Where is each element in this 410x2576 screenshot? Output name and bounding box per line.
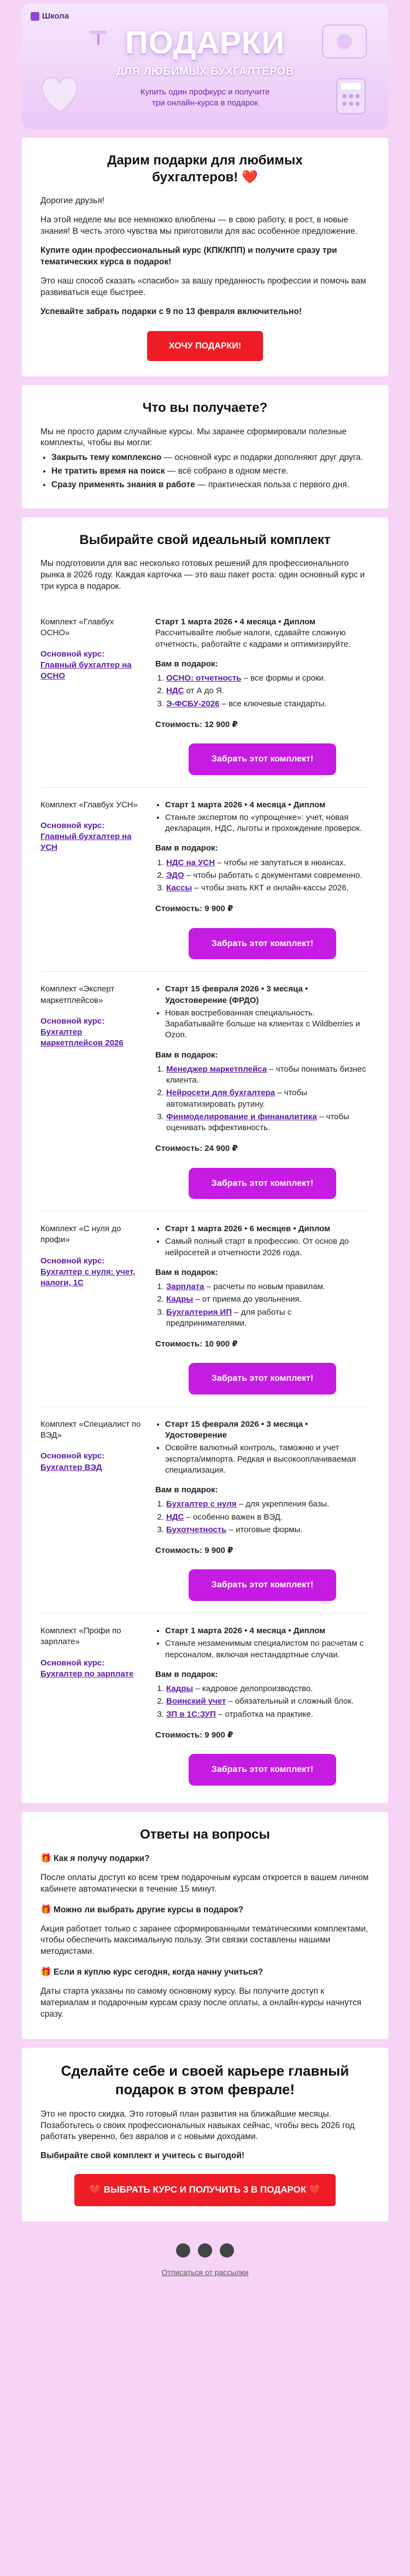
- intro-paragraph-2: Купите один профессиональный курс (КПК/КПП) и получите сразу три тематических курса в подарок!: [40, 246, 337, 267]
- faq-card: [22, 1812, 388, 2039]
- program-info: [40, 1626, 155, 1786]
- program-details: [155, 984, 370, 1199]
- program-info: [40, 617, 155, 775]
- gift-course-link[interactable]: Кадры: [166, 1295, 194, 1304]
- gift-icon: 🎁: [40, 1968, 51, 1977]
- gift-course-list: [166, 1281, 370, 1329]
- program-name: Комплект «Главбух ОСНО»: [40, 617, 114, 638]
- gift-course-list: [166, 858, 370, 894]
- gifts-label: Вам в подарок:: [155, 843, 218, 853]
- program-facts: [165, 984, 370, 1041]
- main-course-link[interactable]: Главный бухгалтер на ОСНО: [40, 660, 132, 681]
- faq-answer: Акция работает только с заранее сформированными тематическими комплектами, чтобы обеспечить максимальную пользу. Эти связки составлены нашими методистами.: [40, 1924, 368, 1957]
- gift-course-link[interactable]: НДС: [166, 686, 184, 696]
- social-links: [22, 2243, 388, 2258]
- program-info: [40, 1224, 155, 1395]
- gifts-label: Вам в подарок:: [155, 659, 218, 669]
- choose-course-button[interactable]: ❤️ ВЫБРАТЬ КУРС И ПОЛУЧИТЬ 3 В ПОДАРОК ❤️: [74, 2174, 336, 2206]
- gift-icon: 🎁: [40, 1905, 51, 1915]
- main-course-label: Основной курс:: [40, 1016, 105, 1026]
- brand-logo[interactable]: [31, 11, 69, 22]
- gift-course-list: [166, 1064, 370, 1134]
- program-start: • Старт 15 февраля 2026 • 3 месяца • Удостоверение: [165, 1419, 370, 1441]
- program-row: [40, 605, 370, 787]
- gift-course-link[interactable]: Нейросети для бухгалтера: [166, 1088, 275, 1098]
- program-start: • Старт 1 марта 2026 • 4 месяца • Диплом: [165, 1626, 370, 1636]
- program-start: • Старт 15 февраля 2026 • 3 месяца • Удостоверение (ФРДО): [165, 984, 370, 1006]
- main-course-label: Основной курс:: [40, 1256, 105, 1266]
- program-name: Комплект «Эксперт маркетплейсов»: [40, 984, 115, 1005]
- gift-course-link[interactable]: Менеджер маркетплейса: [166, 1064, 267, 1074]
- gift-course-item: 1. Кадры – кадровое делопроизводство.: [166, 1683, 370, 1694]
- program-name: Комплект «Специалист по ВЭД»: [40, 1419, 141, 1440]
- program-price: Стоимость: 12 900 ₽: [155, 719, 238, 729]
- gift-course-item: 2. НДС – особенно важен в ВЭД.: [166, 1512, 370, 1523]
- youtube-icon[interactable]: [198, 2243, 212, 2258]
- gift-course-item: 3. ЗП в 1С:ЗУП – отработка на практике.: [166, 1709, 370, 1720]
- program-name: Комплект «Главбух УСН»: [40, 800, 138, 810]
- kits-lead: Мы подготовили для вас несколько готовых решений для профессионального рынка в 2026 году. Каждая карточка — это ваш пакет роста: один основный курс и три курса в подарок.: [40, 559, 365, 592]
- gift-course-item: 1. Бухгалтер с нуля – для укрепления базы.: [166, 1499, 370, 1510]
- gift-course-item: 3. Бухгалтерия ИП – для работы с предпринимателями.: [166, 1307, 370, 1330]
- program-facts: [165, 800, 370, 835]
- program-info: [40, 1419, 155, 1601]
- take-kit-button[interactable]: Забрать этот комплект!: [189, 1363, 336, 1395]
- hero-tagline: Купить один профкурс и получите три онлайн-курса в подарок: [140, 87, 270, 108]
- program-details: [155, 1419, 370, 1601]
- gift-course-link[interactable]: НДС на УСН: [166, 858, 215, 867]
- gift-course-list: [166, 1683, 370, 1720]
- intro-card: [22, 138, 388, 376]
- program-row: [40, 1613, 370, 1798]
- program-description: • Самый полный старт в профессию. От основ до нейросетей и отчетности 2026 года.: [165, 1236, 370, 1259]
- gift-course-link[interactable]: ЗП в 1С:ЗУП: [166, 1709, 216, 1719]
- faq-heading: Ответы на вопросы: [140, 1827, 270, 1842]
- main-course-label: Основной курс:: [40, 820, 105, 830]
- unsubscribe-link[interactable]: Отписаться от рассылки: [161, 2268, 249, 2277]
- program-start: Старт 1 марта 2026 • 4 месяца • Диплом: [155, 617, 316, 627]
- program-row: [40, 971, 370, 1211]
- program-description: Рассчитывайте любые налоги, сдавайте сложную отчетность, работайте с кадрами и оптимизируйте.: [155, 628, 351, 649]
- gifts-label: Вам в подарок:: [155, 1050, 218, 1060]
- gift-course-link[interactable]: Зарплата: [166, 1282, 204, 1292]
- gift-course-item: 1. НДС на УСН – чтобы не запутаться в нюансах.: [166, 858, 370, 868]
- program-info: [40, 800, 155, 960]
- gift-course-item: 3. Э-ФСБУ-2026 – все ключевые стандарты.: [166, 699, 370, 710]
- gifts-label: Вам в подарок:: [155, 1485, 218, 1495]
- main-course-label: Основной курс:: [40, 649, 105, 659]
- program-price: Стоимость: 9 900 ₽: [155, 1730, 233, 1740]
- program-row: [40, 787, 370, 972]
- take-kit-button[interactable]: Забрать этот комплект!: [189, 743, 336, 775]
- program-price: Стоимость: 10 900 ₽: [155, 1339, 238, 1349]
- program-name: Комплект «Профи по зарплате»: [40, 1626, 121, 1647]
- gift-course-link[interactable]: Бухгалтер с нуля: [166, 1499, 237, 1509]
- logo-text: Школа: [42, 11, 69, 21]
- intro-paragraph-3: Это наш способ сказать «спасибо» за вашу преданность профессии и помочь вам развиваться еще быстрее.: [40, 276, 366, 297]
- take-kit-button[interactable]: Забрать этот комплект!: [189, 1168, 336, 1200]
- gift-course-item: 2. Воинский учет – обязательный и сложный блок.: [166, 1696, 370, 1707]
- final-heading: Сделайте себе и своей карьере главный подарок в этом феврале!: [61, 2062, 349, 2098]
- gift-course-link[interactable]: Кадры: [166, 1684, 194, 1694]
- gift-course-item: 3. Бухотчетность – итоговые формы.: [166, 1525, 370, 1535]
- final-paragraph-2: Выбирайте свой комплект и учитесь с выгодой!: [40, 2151, 245, 2161]
- gift-course-link[interactable]: Бухгалтерия ИП: [166, 1307, 232, 1317]
- faq-question: 🎁 Можно ли выбрать другие курсы в подарок?: [40, 1905, 244, 1915]
- programs-list: [40, 605, 370, 1798]
- intro-paragraph-4: Успевайте забрать подарки с 9 по 13 февраля включительно!: [40, 306, 302, 316]
- program-info: [40, 984, 155, 1199]
- program-description: • Станьте экспертом по «упрощенке»: учет, новая декларация, НДС, льготы и прохождение проверок.: [165, 812, 370, 835]
- program-details: [155, 617, 370, 775]
- vk-icon[interactable]: [176, 2243, 190, 2258]
- faq-answer: После оплаты доступ ко всем трем подарочным курсам откроется в вашем личном кабинете автоматически в течение 15 минут.: [40, 1872, 369, 1894]
- main-course-link[interactable]: Бухгалтер по зарплате: [40, 1669, 134, 1679]
- program-row: [40, 1407, 370, 1613]
- faq-question: 🎁 Если я куплю курс сегодня, когда начну учиться?: [40, 1968, 263, 1977]
- main-course-link[interactable]: Бухгалтер маркетплейсов 2026: [40, 1027, 124, 1048]
- program-start: • Старт 1 марта 2026 • 6 месяцев • Диплом: [165, 1224, 370, 1234]
- footer: [22, 2221, 388, 2294]
- gift-course-item: 1. ОСНО: отчетность – все формы и сроки.: [166, 673, 370, 684]
- benefit-item: • Не тратить время на поиск — всё собрано в одном месте.: [51, 466, 370, 477]
- gift-course-link[interactable]: Кассы: [166, 883, 192, 893]
- logo-icon: [31, 12, 39, 21]
- program-description: • Новая востребованная специальность. Зарабатывайте больше на клиентах с Wildberries и Ozon.: [165, 1008, 370, 1041]
- gifts-label: Вам в подарок:: [155, 1669, 218, 1679]
- gift-course-link[interactable]: ЭДО: [166, 870, 184, 880]
- program-details: [155, 800, 370, 960]
- intro-paragraph-1: На этой неделе мы все немножко влюблены — в свою работу, в рост, в новые знания! В честь этого чувства мы приготовили для вас особенное предложение.: [40, 215, 358, 237]
- gift-course-link[interactable]: НДС: [166, 1512, 184, 1522]
- final-card: [22, 2048, 388, 2221]
- gift-course-link[interactable]: ОСНО: отчетность: [166, 673, 242, 683]
- program-facts: [165, 1224, 370, 1259]
- kits-heading: Выбирайте свой идеальный комплект: [79, 533, 331, 548]
- program-name: Комплект «С нуля до профи»: [40, 1224, 121, 1245]
- main-course-label: Основной курс:: [40, 1451, 105, 1461]
- benefits-list: [51, 452, 370, 491]
- calculator-icon: [329, 74, 373, 118]
- program-description: • Станьте незаменимым специалистом по расчетам с персоналом, включая нестандартные случаи.: [165, 1638, 370, 1661]
- gift-course-link[interactable]: Воинский учет: [166, 1697, 226, 1706]
- telegram-icon[interactable]: [220, 2243, 234, 2258]
- gift-course-item: 3. Финмоделирование и финаналитика – чтобы оценивать эффективность.: [166, 1112, 370, 1134]
- faq-question: 🎁 Как я получу подарки?: [40, 1853, 150, 1863]
- want-gifts-button[interactable]: ХОЧУ ПОДАРКИ!: [147, 331, 263, 362]
- gift-course-link[interactable]: Бухотчетность: [166, 1525, 227, 1534]
- main-course-link[interactable]: Бухгалтер с нуля: учет, налоги, 1С: [40, 1267, 136, 1288]
- take-kit-button[interactable]: Забрать этот комплект!: [189, 1754, 336, 1786]
- gift-course-item: 2. Кадры – от приема до увольнения.: [166, 1294, 370, 1305]
- email-wrapper: [22, 0, 388, 2294]
- gift-course-item: 2. Нейросети для бухгалтера – чтобы автоматизировать рутину.: [166, 1088, 370, 1110]
- gift-icon: 🎁: [40, 1853, 51, 1863]
- program-details: [155, 1626, 370, 1786]
- final-paragraph-1: Это не просто скидка. Это готовый план развития на ближайшие месяцы. Позаботьтесь о своих профессиональных навыках сейчас, чтобы весь 2026 год работать уверенно, без авралов и с новыми доходами.: [40, 2109, 355, 2142]
- gift-course-link[interactable]: Э-ФСБУ-2026: [166, 699, 220, 708]
- benefits-card: [22, 385, 388, 509]
- gift-course-item: 3. Кассы – чтобы знать ККТ и онлайн-кассы 2026.: [166, 883, 370, 894]
- program-price: Стоимость: 24 900 ₽: [155, 1144, 238, 1154]
- benefits-heading: Что вы получаете?: [142, 400, 268, 416]
- program-start: • Старт 1 марта 2026 • 4 месяца • Диплом: [165, 800, 370, 811]
- program-row: [40, 1211, 370, 1407]
- intro-heading: Дарим подарки для любимых бухгалтеров! ❤️: [107, 153, 303, 185]
- program-price: Стоимость: 9 900 ₽: [155, 1546, 233, 1556]
- gift-course-item: 1. Зарплата – расчеты по новым правилам.: [166, 1281, 370, 1292]
- program-facts: [165, 1419, 370, 1476]
- benefit-item: • Сразу применять знания в работе — практическая польза с первого дня.: [51, 480, 370, 491]
- benefits-lead: Мы не просто дарим случайные курсы. Мы заранее сформировали полезные комплекты, чтобы вы могли:: [40, 427, 347, 448]
- program-description: • Освойте валютный контроль, таможню и учет экспорта/импорта. Редкая и высокооплачиваемая специализация.: [165, 1443, 370, 1476]
- gift-course-link[interactable]: Финмоделирование и финаналитика: [166, 1112, 317, 1121]
- program-facts: [165, 1626, 370, 1661]
- hero-subtitle: ДЛЯ ЛЮБИМЫХ БУХГАЛТЕРОВ: [116, 66, 294, 78]
- program-price: Стоимость: 9 900 ₽: [155, 904, 233, 914]
- gift-course-list: [166, 673, 370, 710]
- gift-course-item: 2. НДС от А до Я.: [166, 686, 370, 696]
- hero-banner: [22, 3, 388, 129]
- take-kit-button[interactable]: Забрать этот комплект!: [189, 928, 336, 960]
- main-course-link[interactable]: Бухгалтер ВЭД: [40, 1462, 102, 1472]
- kits-card: [22, 517, 388, 1803]
- program-details: [155, 1224, 370, 1395]
- benefit-item: • Закрыть тему комплексно — основной курс и подарки дополняют друг друга.: [51, 452, 370, 464]
- hero-title: ПОДАРКИ: [125, 25, 285, 61]
- main-course-label: Основной курс:: [40, 1658, 105, 1668]
- take-kit-button[interactable]: Забрать этот комплект!: [189, 1569, 336, 1601]
- gift-course-item: 2. ЭДО – чтобы работать с документами современно.: [166, 870, 370, 881]
- gift-course-item: 1. Менеджер маркетплейса – чтобы понимать бизнес клиента.: [166, 1064, 370, 1086]
- main-course-link[interactable]: Главный бухгалтер на УСН: [40, 832, 132, 853]
- greeting-text: Дорогие друзья!: [40, 196, 104, 206]
- gifts-label: Вам в подарок:: [155, 1267, 218, 1277]
- faq-answer: Даты старта указаны по самому основному курсу. Вы получите доступ к материалам и подарочным курсам сразу после оплаты, а онлайн-курсы начнутся сразу.: [40, 1987, 361, 2019]
- gift-course-list: [166, 1499, 370, 1535]
